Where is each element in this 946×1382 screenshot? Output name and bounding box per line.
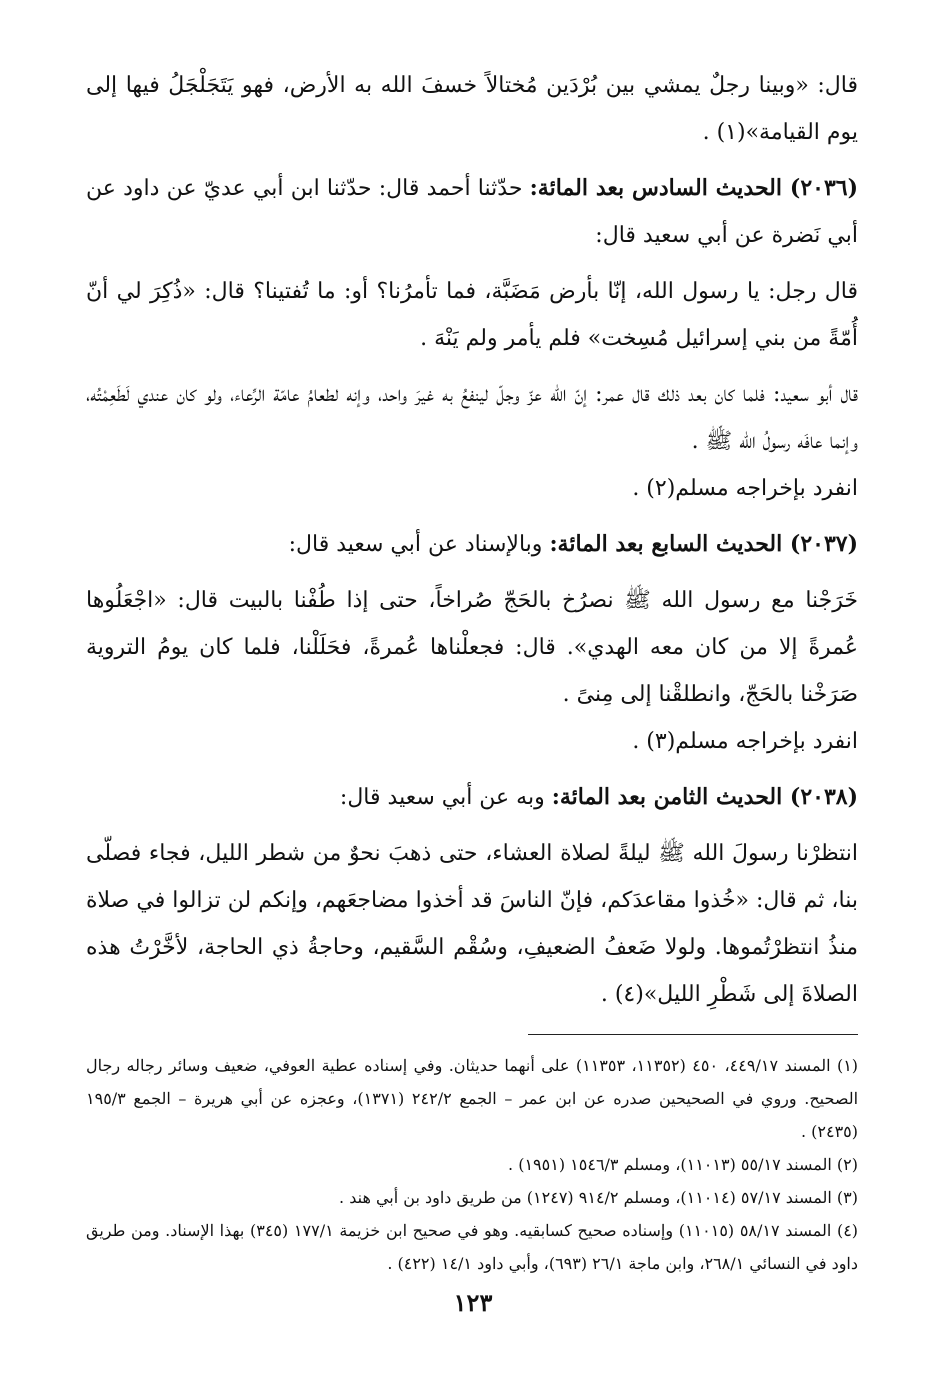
hadith-2037-heading: (٢٠٣٧) الحديث السابع بعد المائة: [549,531,858,557]
hadith-2037-chain: وبالإسناد عن أبي سعيد قال: [288,532,550,557]
main-text [86,62,858,1018]
page-number: ١٢٣ [453,1288,493,1317]
hadith-2038 [86,774,858,821]
hadith-2036-heading: (٢٠٣٦) الحديث السادس بعد المائة: [529,175,858,201]
paragraph-8: انتظرْنا رسولَ الله ﷺ ليلةً لصلاة العشاء، حتى ذهبَ نحوٌ من شطر الليل، فجاء فصلّى بنا، ثم قال: «خُذوا مقاعدَكم، فإنّ الناسَ قد أخذوا مضاجعَهم، وإنكم لن تزالوا في صلاة منذُ انتظرْتُموها. ولولا ضَعفُ الضعيفِ، وسُقْم السَّقيم، وحاجةُ ذي الحاجة، لأخَّرْتُ هذه الصلاةَ إلى شَطْرِ الليل»(٤) . [86,841,858,1007]
paragraph-6: خَرَجْنا مع رسول الله ﷺ نصرُخ بالحَجّ صُراخاً، حتى إذا طُفْنا بالبيت قال: «اجْعَلُوها عُمرةً إلا من كان معه الهدي». قال: فجعلْناها عُمرةً، فحَلَلْنا، فلما كان يومُ التروية صَرَخْنا بالحَجّ، وانطلقْنا إلى مِنىً . [86,588,859,707]
hadith-2036 [86,165,858,259]
footnote-1: (١) المسند ٤٤٩/١٧، ٤٥٠ (١١٣٥٢، ١١٣٥٣) على أنهما حديثان. وفي إسناده عطية العوفي، ضعيف وسائر رجاله رجال الصحيح. وروي في الصحيحين صدره عن ابن عمر – الجمع ٢٤٢/٢ (١٣٧١)، وعجزه عن أبي هريرة – الجمع ١٩٥/٣ (٢٤٣٥) . [86,1056,859,1141]
paragraph-7: انفرد بإخراجه مسلم(٣) . [632,729,858,754]
paragraph-3: قال رجل: يا رسول الله، إنّا بأرض مَضَبَّة، فما تأمرُنا؟ أو: ما تُفتينا؟ قال: «ذُكِرَ لي أنّ أُمّةً من بني إسرائيل مُسِخت» فلم يأمر ولم يَنْهَ . [86,279,858,351]
footnotes [86,1049,858,1280]
paragraph-1: قال: «وبينا رجلٌ يمشي بين بُرْدَين مُختالاً خسفَ الله به الأرض، فهو يَتَجَلْجَلُ فيها إلى يوم القيامة»(١) . [86,73,858,145]
footnote-2: (٢) المسند ٥٥/١٧ (١١٠١٣)، ومسلم ١٥٤٦/٣ (١٩٥١) . [508,1155,858,1174]
hadith-2037 [86,521,858,568]
footnote-3: (٣) المسند ٥٧/١٧ (١١٠١٤)، ومسلم ٩١٤/٢ (١٢٤٧) من طريق داود بن أبي هند . [339,1188,858,1207]
footnote-4: (٤) المسند ٥٨/١٧ (١١٠١٥) وإسناده صحيح كسابقيه. وهو في صحيح ابن خزيمة ١٧٧/١ (٣٤٥) بهذا الإسناد. ومن طريق داود في النسائي ٢٦٨/١، وابن ماجة ٢٦/١ (٦٩٣)، وأبي داود ١٤/١ (٤٢٢) . [86,1221,859,1273]
hadith-2038-chain: وبه عن أبي سعيد قال: [339,785,552,810]
paragraph-4: قال أبو سعيد: فلما كان بعد ذلك قال عمر: إنّ اللّه عزّ وجلّ لينفعُ به غيرَ واحد، وإنه لطعامُ عامّة الرِّعاء، ولو كان عندي لَطَعِمْتُه، وإنما عافَه رسولُ الله ﷺ . [86,382,858,454]
paragraph-5: انفرد بإخراجه مسلم(٢) . [632,476,858,501]
footnote-divider [528,1034,858,1035]
hadith-2038-heading: (٢٠٣٨) الحديث الثامن بعد المائة: [551,784,858,810]
hadith-2036-chain: حدّثنا أحمد قال: حدّثنا ابن أبي عديّ عن داود عن أبي نَضرة عن أبي سعيد قال: [86,176,858,248]
